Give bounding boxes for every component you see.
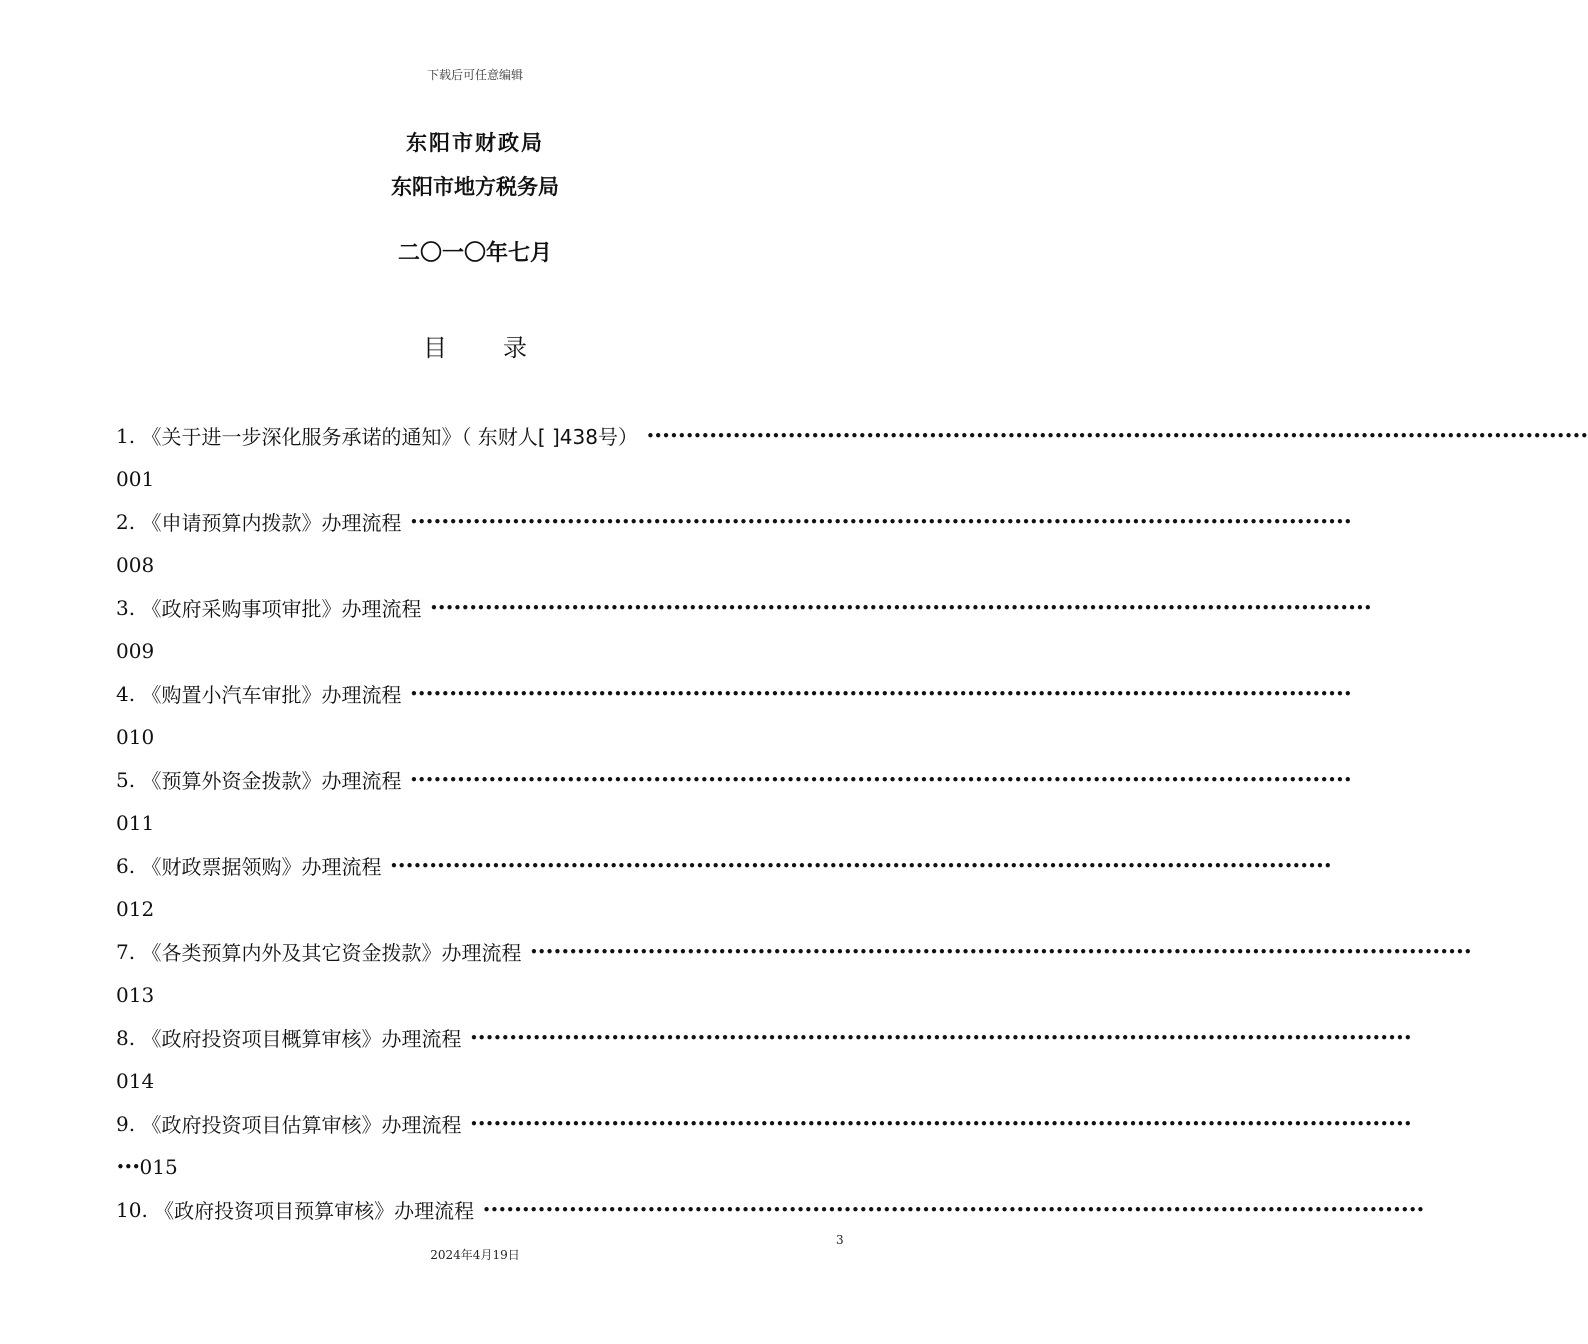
toc-heading-left: 目 xyxy=(423,334,447,362)
toc-entry[interactable] xyxy=(116,672,1352,715)
table-of-contents xyxy=(116,414,1588,1231)
toc-entry-page: 011 xyxy=(116,810,155,835)
toc-entry-page: 012 xyxy=(116,896,155,921)
toc-entry-number: 5. xyxy=(116,767,136,792)
toc-leader-dots: •••••••••••••••••••••••••••••••••••••••••••••••••••••••••••••••••••••••••••••••••••••••••••••••••••••••••••••••••••••••• xyxy=(645,426,1588,445)
toc-entry-title: 《购置小汽车审批》办理流程 xyxy=(141,683,402,707)
toc-heading xyxy=(0,328,950,363)
toc-entry-title: 《预算外资金拨款》办理流程 xyxy=(141,769,402,793)
header-note: 下载后可任意编辑 xyxy=(426,68,523,82)
toc-entry-page-line xyxy=(116,457,847,500)
toc-leader-dots: •••••••••••••••••••••••••••••••••••••••••••••••••••••••••••••••••••••••••••••••••••••••••••••••••••••••••••••••••••••••• xyxy=(469,1028,1412,1047)
toc-entry-number: 4. xyxy=(116,681,136,706)
toc-heading-right: 录 xyxy=(503,334,527,362)
toc-entry-number: 10. xyxy=(116,1197,148,1222)
toc-entry[interactable] xyxy=(116,844,1332,887)
toc-entry-title: 《财政票据领购》办理流程 xyxy=(141,855,382,879)
toc-leader-dots: •••••••••••••••••••••••••••••••••••••••••••••••••••••••••••••••••••••••••••••••••••••••••••••••••••••••••••••••••••••••• xyxy=(389,856,1332,875)
toc-leader-dots: •••••••••••••••••••••••••••••••••••••••••••••••••••••••••••••••••••••••••••••••••••••••••••••••••••••••••••••••••••••••• xyxy=(409,512,1352,531)
toc-leader-dots: •••••••••••••••••••••••••••••••••••••••••••••••••••••••••••••••••••••••••••••••••••••••••••••••••••••••••••••••••••••••• xyxy=(469,1114,1412,1133)
toc-entry-page-line xyxy=(116,543,847,586)
toc-entry-title: 《申请预算内拨款》办理流程 xyxy=(141,511,402,535)
issuer-title-finance-bureau: 东阳市财政局 xyxy=(406,131,544,155)
toc-entry[interactable] xyxy=(116,586,1372,629)
toc-entry-title: 《政府投资项目概算审核》办理流程 xyxy=(141,1027,462,1051)
document-date: 二〇一〇年七月 xyxy=(397,241,552,266)
toc-leader-dots: •••••••••••••••••••••••••••••••••••••••••••••••••••••••••••••••••••••••••••••••••••••••••••••••••••••••••••••••••••••••• xyxy=(409,684,1352,703)
toc-entry-title: 《政府采购事项审批》办理流程 xyxy=(141,597,422,621)
toc-entry-number: 2. xyxy=(116,509,136,534)
toc-entry[interactable] xyxy=(116,758,1352,801)
toc-entry-number: 9. xyxy=(116,1111,136,1136)
toc-entry[interactable] xyxy=(116,500,1352,543)
toc-entry-page: 008 xyxy=(116,552,155,577)
toc-entry-number: 6. xyxy=(116,853,136,878)
toc-entry-page-line xyxy=(116,973,847,1016)
toc-entry[interactable] xyxy=(116,1102,1412,1145)
toc-entry-title: 《各类预算内外及其它资金拨款》办理流程 xyxy=(141,941,522,965)
toc-entry-page: 015 xyxy=(139,1154,178,1179)
toc-entry-title: 《政府投资项目估算审核》办理流程 xyxy=(141,1113,462,1137)
toc-entry-page: 014 xyxy=(116,1068,155,1093)
toc-entry-page: 010 xyxy=(116,724,155,749)
footer-date: 2024年4月19日 xyxy=(430,1248,520,1262)
issuer-title-tax-bureau: 东阳市地方税务局 xyxy=(391,175,559,199)
toc-entry-title: 《关于进一步深化服务承诺的通知》（ 东财人[ ]438号） xyxy=(141,425,638,449)
toc-entry-page-line xyxy=(116,629,847,672)
toc-leader-dots: •••••••••••••••••••••••••••••••••••••••••••••••••••••••••••••••••••••••••••••••••••••••••••••••••••••••••••••••••••••••• xyxy=(482,1200,1424,1219)
toc-entry[interactable] xyxy=(116,414,1588,457)
toc-entry-page-line xyxy=(116,715,847,758)
toc-entry-page-line xyxy=(116,887,847,930)
toc-entry[interactable] xyxy=(116,1188,1424,1231)
toc-entry-title: 《政府投资项目预算审核》办理流程 xyxy=(154,1199,475,1223)
page-number: 3 xyxy=(836,1233,844,1247)
toc-entry[interactable] xyxy=(116,1016,1412,1059)
toc-entry[interactable] xyxy=(116,930,1472,973)
toc-entry-page: 001 xyxy=(116,466,155,491)
toc-entry-page: 013 xyxy=(116,982,155,1007)
toc-entry-number: 8. xyxy=(116,1025,136,1050)
toc-leader-dots: ••• xyxy=(116,1157,140,1176)
toc-entry-number: 3. xyxy=(116,595,136,620)
toc-leader-dots: •••••••••••••••••••••••••••••••••••••••••••••••••••••••••••••••••••••••••••••••••••••••••••••••••••••••••••••••••••••••• xyxy=(529,942,1472,961)
toc-entry-number: 1. xyxy=(116,423,136,448)
toc-entry-page-line xyxy=(116,1059,847,1102)
toc-entry-page-line xyxy=(116,1145,847,1188)
toc-entry-page-line xyxy=(116,801,847,844)
toc-leader-dots: •••••••••••••••••••••••••••••••••••••••••••••••••••••••••••••••••••••••••••••••••••••••••••••••••••••••••••••••••••••••• xyxy=(409,770,1352,789)
toc-leader-dots: •••••••••••••••••••••••••••••••••••••••••••••••••••••••••••••••••••••••••••••••••••••••••••••••••••••••••••••••••••••••• xyxy=(429,598,1372,617)
toc-entry-number: 7. xyxy=(116,939,136,964)
toc-entry-page: 009 xyxy=(116,638,155,663)
